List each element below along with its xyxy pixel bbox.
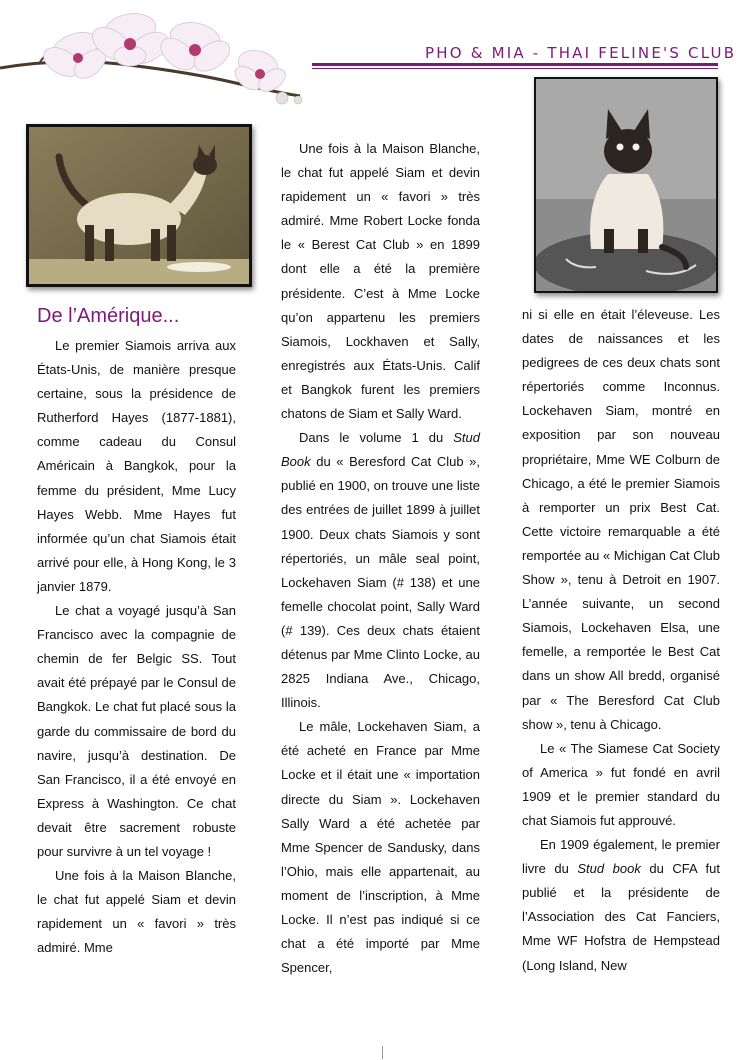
text-column-2 (281, 137, 480, 980)
emphasis-text: Stud Book (281, 430, 480, 470)
cat-photo-right (534, 77, 718, 293)
paragraph (281, 426, 480, 715)
orchid-branch-icon (0, 0, 330, 115)
siamese-cat-sitting-icon (536, 79, 716, 291)
paragraph: Une fois à la Maison Blanche, le chat fut appelé Siam et devin rapidement un « favori » très admiré. Mme Robert Locke fonda le « Berest Cat Club » en 1899 dont elle a été la première présidente. C’est à Mme Locke qu’on appartenu les premiers Siamois, Lockhaven et Sally, enregistrés aux États-Unis. Calif et Bangkok furent les premiers chatons de Siam et Sally Ward. (281, 141, 480, 422)
text-column-3 (522, 303, 720, 978)
paragraph (522, 833, 720, 978)
paragraph: Le mâle, Lockehaven Siam, a été acheté en France par Mme Locke et il était une « importation directe du Siam ». Lockehaven Sally Ward a été achetée par Mme Spencer de Sandusky, dans l’Ohio, mais elle appartenait, au moment de l’inscription, à Mme Locke. Il n’est pas indiqué si ce chat a été importé par Mme Spencer, (281, 719, 480, 976)
header-rule-thin (312, 68, 718, 69)
header-rule (312, 63, 718, 66)
header-title: PHO & MIA - THAI FELINE'S CLUB (425, 44, 737, 62)
paragraph: Le « The Siamese Cat Society of America » fut fondé en avril 1909 et le premier standard du chat Siamois fut approuvé. (522, 740, 720, 828)
emphasis-text: Stud book (577, 861, 641, 877)
paragraph-text: En 1909 également, le premier livre du (522, 837, 720, 877)
paragraph-text: du CFA fut publié et la présidente de l’Association des Cat Fanciers, Mme WF Hofstra de Hempstead (Long Island, New (522, 861, 720, 973)
paragraph: Le premier Siamois arriva aux États-Unis, de manière presque certaine, sous la présidence de Rutherford Hayes (1877-1881), comme cadeau du Consul Américain à Bangkok, pour la femme du président, Mme Lucy Hayes Webb. Mme Hayes fut informée qu’un chat Siamois était arrivé pour elle, à Hong Kong, le 3 janvier 1879. (37, 338, 236, 594)
paragraph: Le chat a voyagé jusqu’à San Francisco avec la compagnie de chemin de fer Belgic SS. Tout avait été prépayé par le Consul de Bangkok. Le chat fut placé sous la garde du commissaire de bord du navire, jusqu’à destination. De San Francisco, il a été envoyé en Express à Washington. Ce chat devait être sacrement robuste pour survivre à un tel voyage ! (37, 603, 236, 859)
text-column-1 (37, 334, 236, 960)
paragraph: Une fois à la Maison Blanche, le chat fut appelé Siam et devin rapidement un « favori » très admiré. Mme (37, 868, 236, 956)
siamese-cat-standing-icon (29, 127, 249, 284)
paragraph: ni si elle en était l’éleveuse. Les dates de naissances et les pedigrees de ces deux chats sont répertoriés comme Inconnus. Lockehaven Siam, montré en exposition par son nouveau propriétaire, Mme WE Colburn de Chicago, a été le premier Siamois à remporter un prix Best Cat. Cette victoire remarquable a été remportée au « Michigan Cat Club Show », tenu à Detroit en 1907. L’année suivante, un second Siamois, Lockehaven Elsa, une femelle, a remportée le Best Cat dans un show All bredd, organisé par « The Beresford Cat Club show », tenu à Chicago. (522, 307, 720, 732)
page-footer-mark (382, 1046, 383, 1059)
paragraph-text: Dans le volume 1 du (299, 430, 454, 446)
paragraph-text: du « Beresford Cat Club », publié en 1900, on trouve une liste des entrées de juillet 1899 à juillet 1900. Deux chats Siamois y sont répertoriés, un mâle seal point, Lockehaven Siam (# 138) et une femelle chocolat point, Sally Ward (# 139). Ces deux chats étaient détenus par Mme Clinto Locke, au 2825 Indiana Ave., Chicago, Illinois. (281, 454, 480, 711)
section-heading: De l’Amérique... (37, 305, 180, 327)
cat-photo-left (26, 124, 252, 287)
